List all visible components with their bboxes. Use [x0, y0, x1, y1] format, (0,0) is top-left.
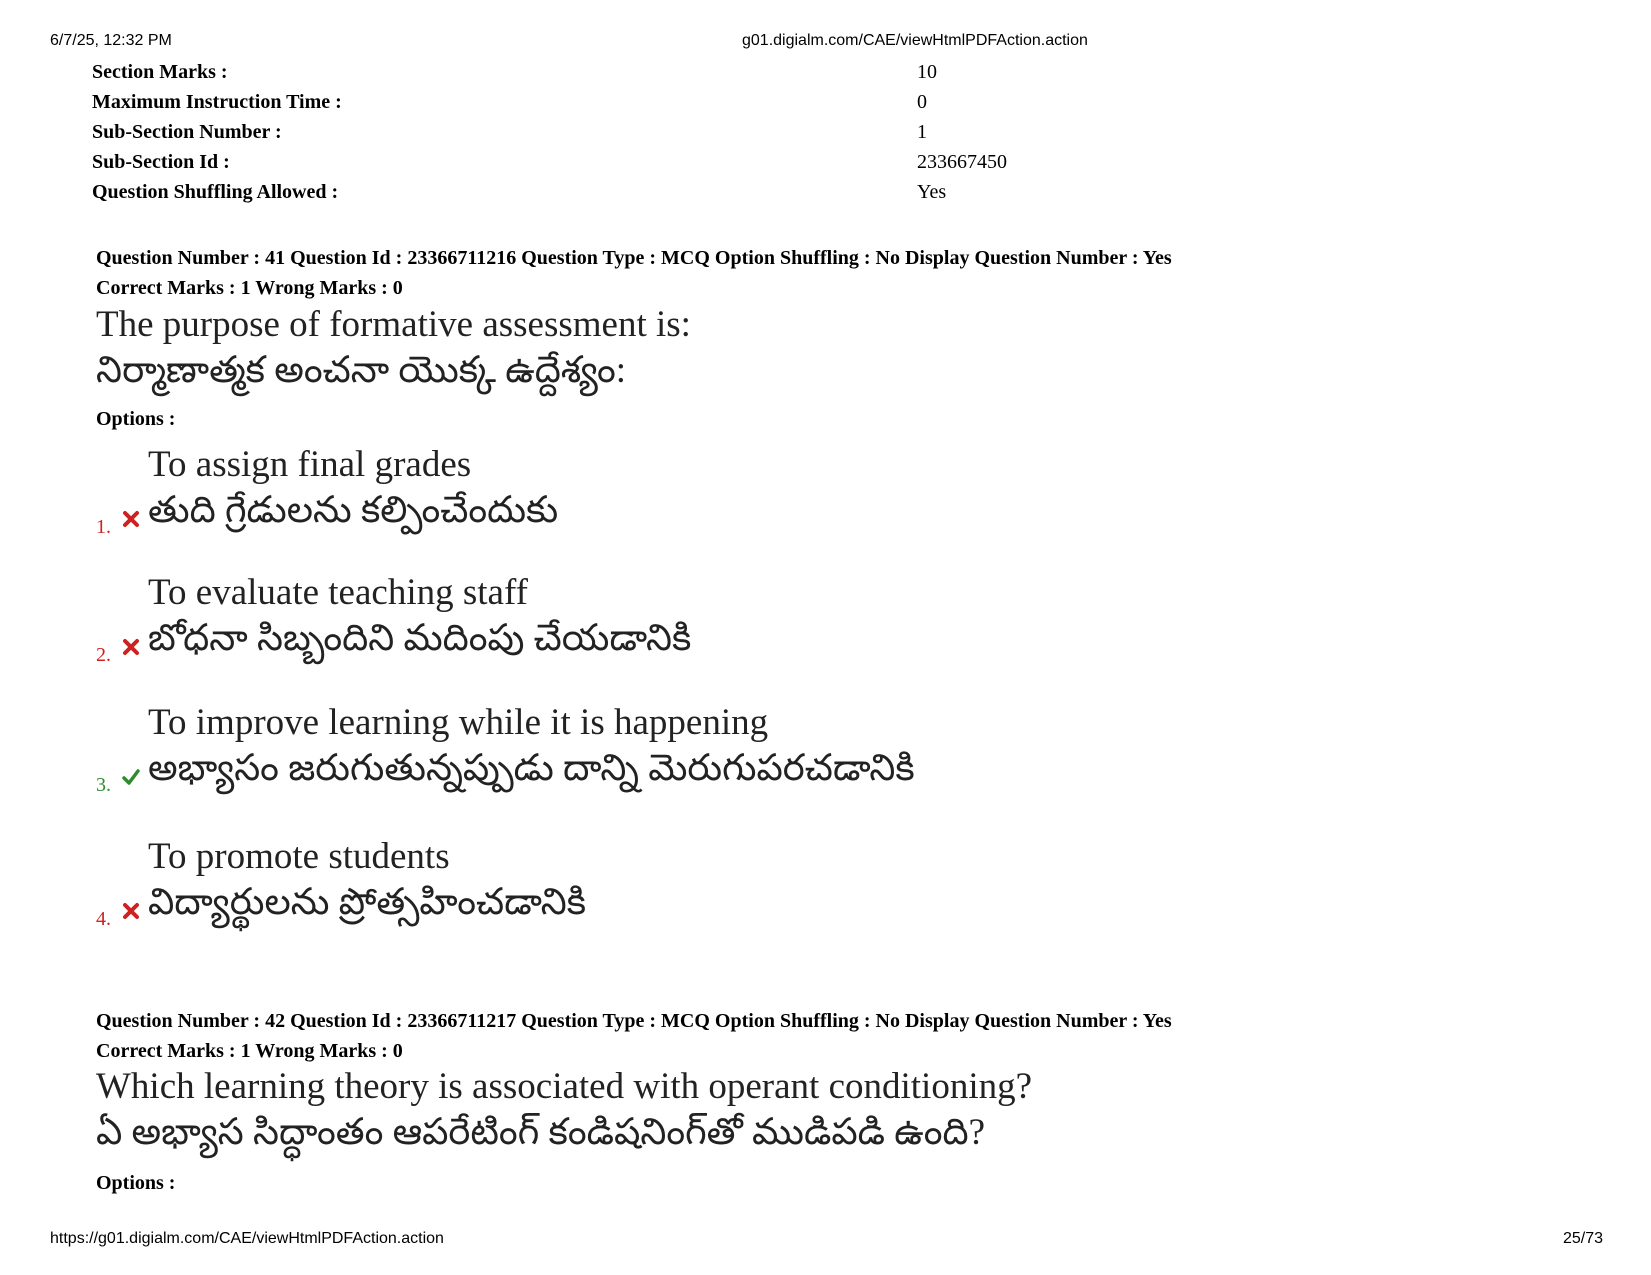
option-number: 3. [96, 774, 111, 796]
section-info-label: Section Marks : [92, 61, 228, 83]
print-page-title: g01.digialm.com/CAE/viewHtmlPDFAction.action [742, 32, 1088, 49]
section-info-value: 10 [917, 61, 937, 83]
question-marks: Correct Marks : 1 Wrong Marks : 0 [96, 277, 403, 299]
option-3 [96, 700, 1096, 810]
option-2 [96, 570, 1096, 680]
option-text-en: To assign final grades [148, 444, 472, 485]
question-text-te: ఏ అభ్యాస సిద్ధాంతం ఆపరేటింగ్ కండిషనింగ్‌తో ముడిపడి ఉంది? [96, 1112, 986, 1153]
print-datetime: 6/7/25, 12:32 PM [50, 32, 172, 49]
question-text-en: The purpose of formative assessment is: [96, 304, 691, 345]
section-info-label: Question Shuffling Allowed : [92, 181, 339, 203]
cross-icon [122, 510, 140, 528]
option-number: 4. [96, 908, 111, 930]
option-text [148, 700, 915, 792]
option-text [148, 442, 558, 534]
section-info-value: 233667450 [917, 151, 1007, 173]
print-url: https://g01.digialm.com/CAE/viewHtmlPDFAction.action [50, 1230, 444, 1247]
section-info-label: Sub-Section Id : [92, 151, 230, 173]
option-text-en: To evaluate teaching staff [148, 572, 528, 613]
cross-icon [122, 638, 140, 656]
question-meta: Question Number : 42 Question Id : 23366711217 Question Type : MCQ Option Shuffling : No Display Question Number : Yes [96, 1010, 1172, 1032]
option-text [148, 570, 691, 662]
section-info-label: Maximum Instruction Time : [92, 91, 342, 113]
option-text-en: To promote students [148, 836, 450, 877]
section-info-value: 1 [917, 121, 927, 143]
option-4 [96, 834, 1096, 944]
options-label: Options : [96, 1172, 176, 1194]
question-text-en: Which learning theory is associated with operant conditioning? [96, 1066, 1033, 1107]
option-number: 1. [96, 516, 111, 538]
section-info-label: Sub-Section Number : [92, 121, 282, 143]
option-text-te: అభ్యాసం జరుగుతున్నప్పుడు దాన్ని మెరుగుపరచడానికి [148, 748, 915, 789]
option-text-te: బోధనా సిబ్బందిని మదింపు చేయడానికి [148, 618, 692, 659]
option-text [148, 834, 586, 926]
options-label: Options : [96, 408, 176, 430]
question-text-te: నిర్మాణాత్మక అంచనా యొక్క ఉద్దేశ్యం: [96, 350, 627, 391]
print-page-number: 25/73 [1563, 1230, 1604, 1247]
check-icon [122, 768, 140, 786]
question-meta: Question Number : 41 Question Id : 23366711216 Question Type : MCQ Option Shuffling : No Display Question Number : Yes [96, 247, 1172, 269]
option-text-te: విద్యార్థులను ప్రోత్సహించడానికి [148, 882, 587, 923]
option-1 [96, 442, 1096, 552]
section-info-value: 0 [917, 91, 927, 113]
cross-icon [122, 902, 140, 920]
question-marks: Correct Marks : 1 Wrong Marks : 0 [96, 1040, 403, 1062]
option-number: 2. [96, 644, 111, 666]
option-text-te: తుది గ్రేడులను కల్పించేందుకు [148, 490, 559, 531]
section-info-value: Yes [917, 181, 947, 203]
option-text-en: To improve learning while it is happening [148, 702, 769, 743]
